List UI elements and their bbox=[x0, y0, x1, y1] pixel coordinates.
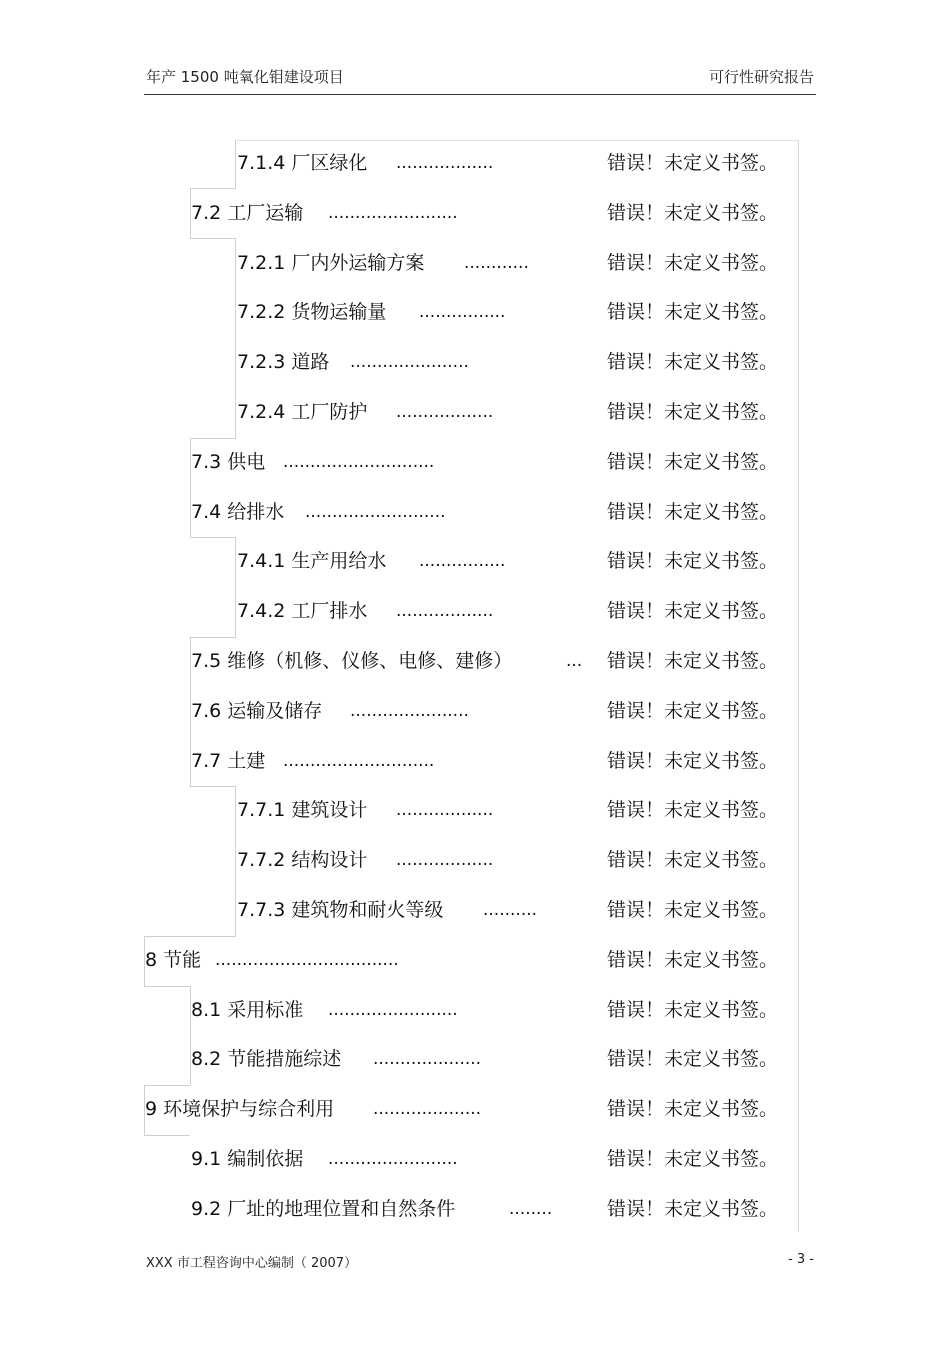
indent-guide bbox=[235, 140, 236, 188]
toc-entry-7-2-2[interactable] bbox=[0, 288, 950, 338]
toc-leader-dots: .......... bbox=[483, 900, 538, 920]
toc-entry-9-1[interactable] bbox=[0, 1135, 950, 1185]
toc-entry-title: 7.4.2 工厂排水 bbox=[237, 600, 368, 622]
toc-entry-title: 7.7.3 建筑物和耐火等级 bbox=[237, 899, 444, 921]
toc-leader-dots: .................. bbox=[396, 800, 494, 820]
indent-guide bbox=[235, 537, 236, 637]
toc-leader-dots: ................ bbox=[419, 551, 506, 571]
toc-entry-title: 7.2.3 道路 bbox=[237, 351, 330, 373]
toc-page-ref: 错误！未定义书签。 bbox=[607, 202, 779, 224]
toc-page-ref: 错误！未定义书签。 bbox=[607, 501, 779, 523]
indent-guide bbox=[190, 637, 191, 786]
toc-leader-dots: ........................ bbox=[328, 1149, 458, 1169]
toc-entry-title: 8.2 节能措施综述 bbox=[191, 1048, 342, 1070]
toc-leader-dots: .................... bbox=[373, 1049, 482, 1069]
toc-entry-7-2-1[interactable] bbox=[0, 239, 950, 289]
toc-leader-dots: ................ bbox=[419, 302, 506, 322]
toc-page-ref: 错误！未定义书签。 bbox=[607, 351, 779, 373]
toc-leader-dots: ... bbox=[566, 651, 583, 671]
toc-entry-title: 7.5 维修（机修、仪修、电修、建修） bbox=[191, 650, 513, 672]
indent-guide bbox=[144, 936, 236, 937]
toc-leader-dots: ............................ bbox=[283, 751, 435, 771]
toc-page-ref: 错误！未定义书签。 bbox=[607, 849, 779, 871]
toc-entry-title: 7.7 土建 bbox=[191, 750, 266, 772]
toc-entry-7-6[interactable] bbox=[0, 687, 950, 737]
toc-entry-title: 7.6 运输及储存 bbox=[191, 700, 323, 722]
indent-guide bbox=[144, 1085, 145, 1135]
toc-page-ref: 错误！未定义书签。 bbox=[607, 1198, 779, 1220]
toc-entry-7-3[interactable] bbox=[0, 438, 950, 488]
indent-guide bbox=[190, 188, 236, 189]
toc-leader-dots: .................... bbox=[373, 1099, 482, 1119]
toc-entry-7-2-4[interactable] bbox=[0, 388, 950, 438]
indent-guide bbox=[190, 438, 236, 439]
toc-page-ref: 错误！未定义书签。 bbox=[607, 700, 779, 722]
toc-leader-dots: .................. bbox=[396, 153, 494, 173]
toc-page-ref: 错误！未定义书签。 bbox=[607, 750, 779, 772]
toc-entry-7-4[interactable] bbox=[0, 488, 950, 538]
toc-entry-7-7[interactable] bbox=[0, 737, 950, 787]
toc-entry-title: 7.4.1 生产用给水 bbox=[237, 550, 387, 572]
toc-leader-dots: .................. bbox=[396, 850, 494, 870]
indent-guide bbox=[190, 188, 191, 238]
toc-entry-title: 7.2.2 货物运输量 bbox=[237, 301, 387, 323]
indent-guide bbox=[190, 637, 236, 638]
toc-entry-title: 7.3 供电 bbox=[191, 451, 266, 473]
toc-leader-dots: ........................ bbox=[328, 203, 458, 223]
toc-entry-title: 7.4 给排水 bbox=[191, 501, 285, 523]
toc-page-ref: 错误！未定义书签。 bbox=[607, 1148, 779, 1170]
toc-entry-7-7-2[interactable] bbox=[0, 836, 950, 886]
toc-entry-title: 9 环境保护与综合利用 bbox=[145, 1098, 335, 1120]
indent-guide bbox=[190, 438, 191, 538]
toc-page-ref: 错误！未定义书签。 bbox=[607, 301, 779, 323]
indent-guide bbox=[235, 786, 236, 936]
toc-entry-7-7-1[interactable] bbox=[0, 786, 950, 836]
toc-entry-title: 7.2.1 厂内外运输方案 bbox=[237, 252, 425, 274]
indent-guide bbox=[190, 786, 236, 787]
toc-page-ref: 错误！未定义书签。 bbox=[607, 1048, 779, 1070]
toc-leader-dots: .......................... bbox=[305, 502, 446, 522]
toc-entry-8-2[interactable] bbox=[0, 1035, 950, 1085]
toc-entry-title: 7.2.4 工厂防护 bbox=[237, 401, 368, 423]
toc-entry-title: 7.2 工厂运输 bbox=[191, 202, 304, 224]
toc-entry-title: 9.1 编制依据 bbox=[191, 1148, 304, 1170]
toc-leader-dots: .................. bbox=[396, 402, 494, 422]
toc-leader-dots: ........ bbox=[509, 1199, 553, 1219]
footer-publisher: XXX 市工程咨询中心编制（ 2007） bbox=[146, 1256, 358, 1271]
toc-page-ref: 错误！未定义书签。 bbox=[607, 401, 779, 423]
toc-leader-dots: ........................ bbox=[328, 1000, 458, 1020]
toc-entry-9[interactable] bbox=[0, 1085, 950, 1135]
indent-guide bbox=[144, 936, 145, 986]
toc-entry-7-4-2[interactable] bbox=[0, 587, 950, 637]
indent-guide bbox=[235, 238, 236, 438]
toc-entry-7-7-3[interactable] bbox=[0, 886, 950, 936]
toc-entry-7-5[interactable] bbox=[0, 637, 950, 687]
indent-guide bbox=[190, 238, 236, 239]
toc-page-ref: 错误！未定义书签。 bbox=[607, 252, 779, 274]
toc-page-ref: 错误！未定义书签。 bbox=[607, 949, 779, 971]
indent-guide bbox=[144, 1085, 190, 1086]
toc-entry-title: 9.2 厂址的地理位置和自然条件 bbox=[191, 1198, 456, 1220]
toc-entry-9-2[interactable] bbox=[0, 1185, 950, 1235]
footer-page-number: - 3 - bbox=[788, 1252, 814, 1267]
toc-leader-dots: ...................... bbox=[350, 352, 469, 372]
toc-entry-8-1[interactable] bbox=[0, 986, 950, 1036]
toc-page-ref: 错误！未定义书签。 bbox=[607, 550, 779, 572]
toc-entry-title: 8 节能 bbox=[145, 949, 202, 971]
toc-entry-title: 7.7.1 建筑设计 bbox=[237, 799, 368, 821]
toc-page-ref: 错误！未定义书签。 bbox=[607, 600, 779, 622]
indent-guide bbox=[190, 986, 191, 1085]
toc-page-ref: 错误！未定义书签。 bbox=[607, 799, 779, 821]
toc-page-ref: 错误！未定义书签。 bbox=[607, 152, 779, 174]
toc-entry-7-1-4[interactable] bbox=[0, 139, 950, 189]
toc-leader-dots: ............................ bbox=[283, 452, 435, 472]
indent-guide bbox=[144, 986, 190, 987]
toc-leader-dots: .................. bbox=[396, 601, 494, 621]
toc-entry-7-2[interactable] bbox=[0, 189, 950, 239]
toc-page-ref: 错误！未定义书签。 bbox=[607, 999, 779, 1021]
toc-leader-dots: .................................. bbox=[215, 950, 399, 970]
toc-entry-title: 7.1.4 厂区绿化 bbox=[237, 152, 368, 174]
indent-guide bbox=[190, 537, 236, 538]
toc-entry-8[interactable] bbox=[0, 936, 950, 986]
toc-leader-dots: ............ bbox=[464, 253, 529, 273]
indent-guide bbox=[144, 1135, 190, 1136]
toc-entry-7-2-3[interactable] bbox=[0, 338, 950, 388]
toc-entry-7-4-1[interactable] bbox=[0, 537, 950, 587]
toc-page-ref: 错误！未定义书签。 bbox=[607, 451, 779, 473]
header-report-type: 可行性研究报告 bbox=[708, 68, 814, 86]
header-rule bbox=[144, 94, 816, 95]
toc-entry-title: 7.7.2 结构设计 bbox=[237, 849, 368, 871]
toc-page-ref: 错误！未定义书签。 bbox=[607, 650, 779, 672]
toc-page-ref: 错误！未定义书签。 bbox=[607, 899, 779, 921]
toc-page-ref: 错误！未定义书签。 bbox=[607, 1098, 779, 1120]
toc-entry-title: 8.1 采用标准 bbox=[191, 999, 304, 1021]
toc-leader-dots: ...................... bbox=[350, 701, 469, 721]
header-project-title: 年产 1500 吨氧化钼建设项目 bbox=[146, 68, 344, 86]
